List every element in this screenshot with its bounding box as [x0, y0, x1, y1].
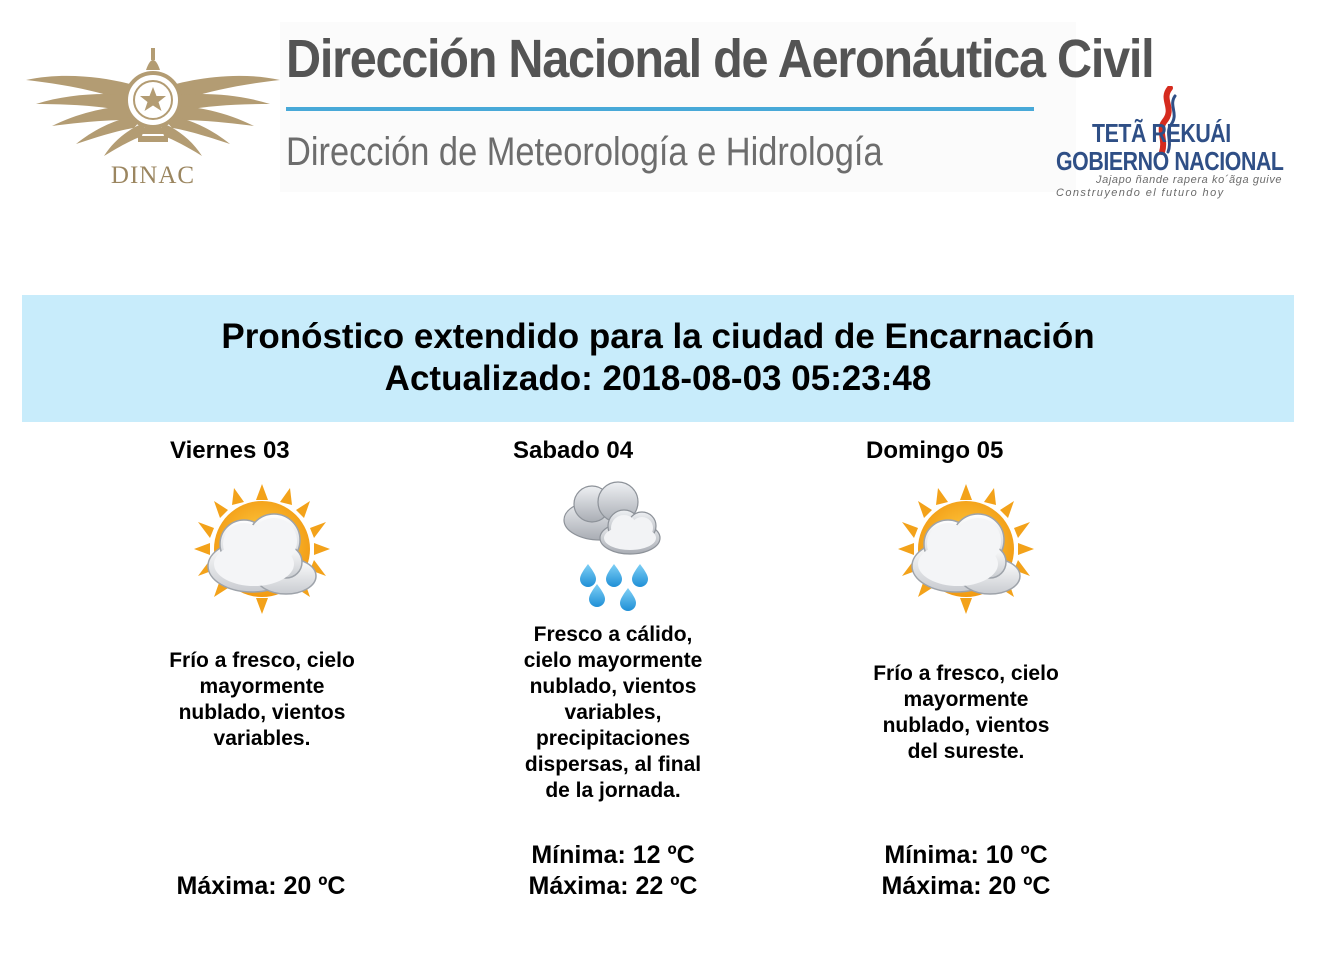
- rain-cloud-icon: [560, 480, 664, 612]
- day-max-temp: Máxima: 20 ºC: [881, 872, 1051, 900]
- day-max-temp: Máxima: 22 ºC: [528, 872, 698, 900]
- dinac-wings-emblem-icon: [22, 40, 284, 165]
- banner-divider: [286, 107, 1034, 111]
- day-description: Frío a fresco, cielo mayormente nublado, vientos del sureste.: [873, 662, 1059, 763]
- dinac-logo: [22, 40, 284, 200]
- day-description: Frío a fresco, cielo mayormente nublado, vientos variables.: [169, 649, 355, 750]
- gob-logo-line3: Jajapo ñande rapera ko´ãga guive: [1096, 174, 1283, 186]
- day-min-temp: Mínima: 10 ºC: [884, 841, 1048, 869]
- day-name: Domingo 05: [866, 437, 1004, 464]
- gobierno-nacional-logo: [1050, 86, 1282, 204]
- partly-cloudy-sun-icon: [194, 484, 330, 614]
- gob-logo-line1: TETÃ REKUÁI: [1092, 118, 1231, 148]
- day-description: Fresco a cálido, cielo mayormente nublado, vientos variables, precipitaciones dispersas, al final de la jornada.: [523, 623, 703, 802]
- gob-logo-line4: Construyendo el futuro hoy: [1056, 187, 1225, 199]
- gob-logo-line2: GOBIERNO NACIONAL: [1056, 146, 1284, 176]
- dinac-logo-text: DINAC: [110, 162, 196, 189]
- institution-title: Dirección Nacional de Aeronáutica Civil: [286, 29, 1154, 89]
- partly-cloudy-sun-icon: [898, 484, 1034, 614]
- day-name: Viernes 03: [170, 437, 290, 464]
- department-title: Dirección de Meteorología e Hidrología: [286, 130, 883, 174]
- forecast-title-band: [22, 295, 1294, 422]
- day-min-temp: Mínima: 12 ºC: [531, 841, 695, 869]
- day-max-temp: Máxima: 20 ºC: [176, 872, 346, 900]
- forecast-updated: Actualizado: 2018-08-03 05:23:48: [384, 359, 932, 398]
- forecast-title: Pronóstico extendido para la ciudad de Encarnación: [221, 317, 1095, 356]
- day-name: Sabado 04: [513, 437, 634, 464]
- institution-banner: [280, 22, 1154, 192]
